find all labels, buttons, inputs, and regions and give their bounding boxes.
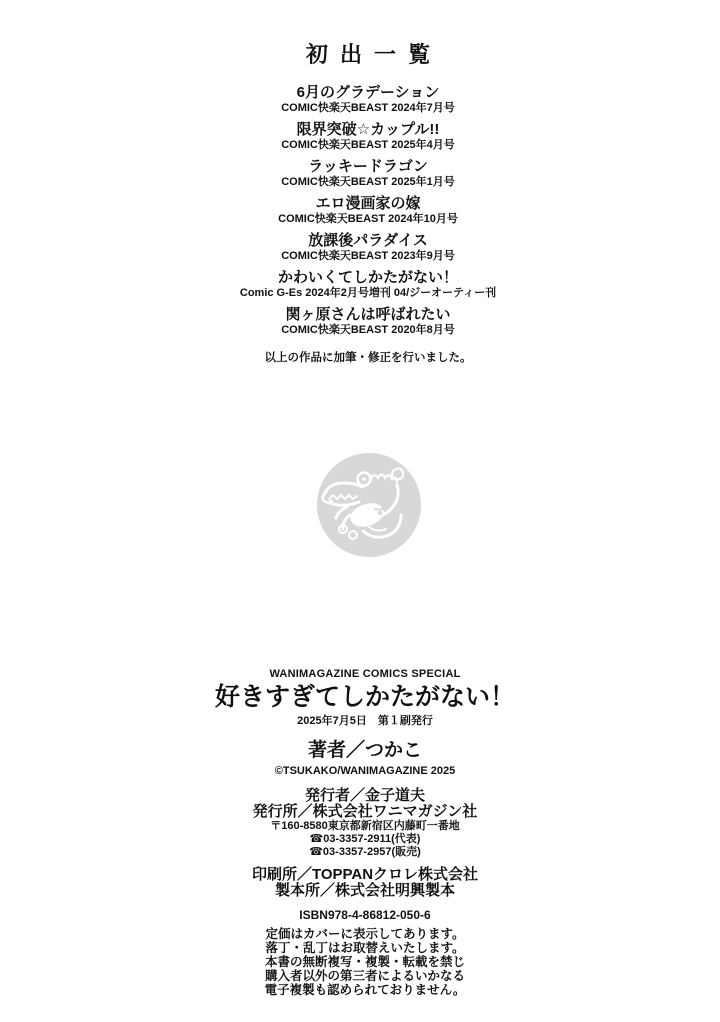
notice-line: 購入者以外の第三者によるいかなる: [264, 969, 465, 984]
work-source: COMIC快楽天BEAST 2020年8月号: [281, 323, 455, 336]
crocodile-logo-icon: [317, 453, 421, 557]
legal-notices: [5, 927, 720, 997]
publisher-person: 発行者／金子道夫: [304, 787, 425, 805]
publication-entry: [8, 232, 720, 263]
work-source: COMIC快楽天BEAST 2023年9月号: [281, 249, 455, 262]
work-title: かわいくてしかたがない！: [277, 269, 458, 287]
isbn-line: ISBN978-4-86812-050-6: [299, 907, 431, 922]
publisher-block: [5, 788, 720, 859]
revision-note: 以上の作品に加筆・修正を行いました。: [264, 352, 472, 365]
publisher-address: 〒160-8580東京都新宿区内藤町一番地: [270, 819, 460, 832]
copyright-line: ©TSUKAKO/WANIMAGAZINE 2025: [274, 764, 456, 777]
work-source: COMIC快楽天BEAST 2025年1月号: [281, 175, 455, 188]
author-line: 著者／つかこ: [307, 740, 422, 762]
colophon-section: [5, 668, 720, 997]
print-edition-info: 2025年7月5日 第１刷発行: [297, 714, 433, 727]
notice-line: 定価はカバーに表示してあります。: [265, 927, 465, 942]
first-publication-heading: 初出一覧: [305, 42, 443, 67]
publication-entry: [8, 269, 720, 300]
publication-entry: [8, 306, 720, 337]
phone-main: ☎03-3357-2911(代表): [309, 832, 421, 845]
work-source: Comic G-Es 2024年2月号増刊 04/ジーオーティー刊: [239, 286, 497, 299]
notice-line: 電子複製も認められておりません。: [264, 983, 466, 998]
publication-entry: [8, 121, 720, 152]
notice-line: 本書の無断複写・複製・転載を禁じ: [264, 955, 465, 970]
publication-entry: [8, 195, 720, 226]
book-title: 好きすぎてしかたがない！: [214, 683, 515, 712]
phone-sales: ☎03-3357-2957(販売): [309, 845, 421, 858]
publication-entry: [8, 84, 720, 115]
work-title: 関ヶ原さんは呼ばれたい: [285, 306, 451, 324]
notice-line: 落丁・乱丁はお取替えいたします。: [265, 941, 465, 956]
work-title: ラッキードラゴン: [308, 158, 428, 176]
binder-line: 製本所／株式会社明興製本: [274, 881, 455, 899]
work-source: COMIC快楽天BEAST 2024年10月号: [278, 212, 458, 225]
first-publication-section: [8, 42, 720, 365]
work-title: 6月のグラデーション: [296, 84, 440, 102]
printing-block: [5, 867, 720, 899]
work-source: COMIC快楽天BEAST 2024年7月号: [281, 101, 455, 114]
publication-entry: [8, 158, 720, 189]
printer-line: 印刷所／TOPPANクロレ株式会社: [251, 866, 479, 884]
work-title: 限界突破☆カップル!!: [296, 121, 440, 139]
work-title: 放課後パラダイス: [308, 232, 428, 250]
work-source: COMIC快楽天BEAST 2025年4月号: [281, 138, 455, 151]
work-title: エロ漫画家の嫁: [315, 195, 421, 213]
series-label: WANIMAGAZINE COMICS SPECIAL: [269, 668, 461, 680]
wanimagazine-crocodile-logo-icon: [317, 453, 421, 557]
publisher-company: 発行所／株式会社ワニマガジン社: [252, 802, 478, 820]
